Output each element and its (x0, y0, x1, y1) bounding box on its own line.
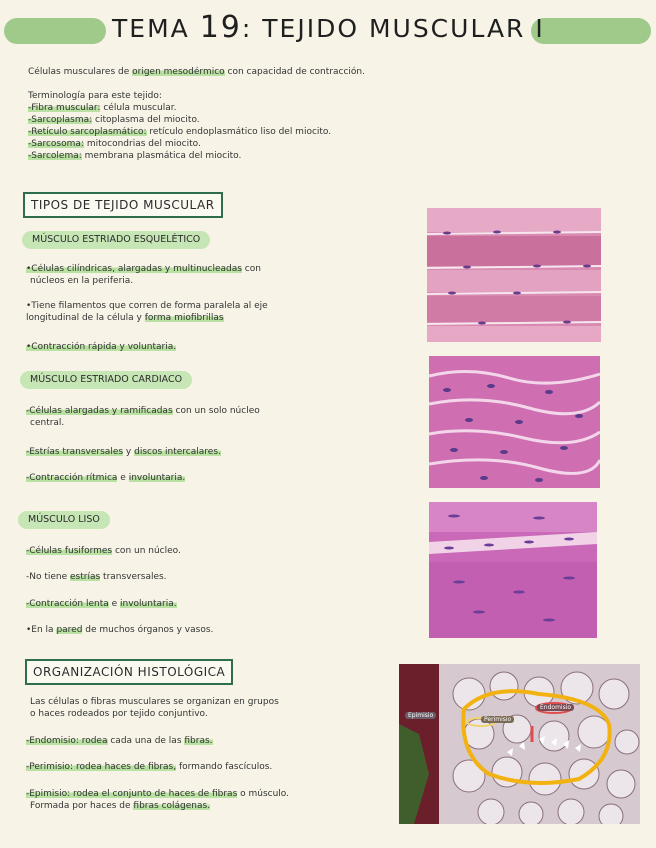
title-prefix: TEMA (112, 14, 190, 43)
epimisio-bullet-cont: Formada por haces de fibras colágenas. (30, 801, 211, 811)
title-number: 19 (199, 10, 242, 45)
perimisio-bullet: -Perimisio: rodea haces de fibras, formando fascículos. (26, 762, 273, 772)
term-reticulo: -Retículo sarcoplasmático: retículo endoplasmático liso del miocito. (28, 127, 332, 137)
cardiac-muscle-image (429, 356, 600, 488)
skeletal-muscle-image (427, 208, 601, 342)
liso-bullet-3: -Contracción lenta e involuntaria. (26, 599, 177, 609)
title-suffix: : TEJIDO MUSCULAR I (241, 14, 545, 43)
esqueletico-bullet-2-cont: longitudinal de la célula y forma miofibrillas (26, 313, 224, 323)
term-fibra: -Fibra muscular: célula muscular. (28, 103, 177, 113)
page-title (112, 8, 545, 48)
liso-title: MÚSCULO LISO (18, 511, 110, 529)
endomisio-bullet: -Endomisio: rodea cada una de las fibras. (26, 736, 213, 746)
liso-bullet-2: -No tiene estrías transversales. (26, 572, 167, 582)
liso-bullet-4: •En la pared de muchos órganos y vasos. (26, 625, 214, 635)
cardiaco-bullet-1-cont: central. (30, 418, 65, 428)
epimisio-bullet: -Epimisio: rodea el conjunto de haces de fibras o músculo. (26, 789, 290, 799)
terminology-title: Terminología para este tejido: (28, 91, 162, 101)
cardiaco-bullet-1: -Células alargadas y ramificadas con un solo núcleo (26, 406, 260, 416)
histology-organization-image (399, 664, 640, 824)
endomisio-label: Endomisio (537, 704, 574, 711)
cardiaco-bullet-2: -Estrías transversales y discos intercalares. (26, 447, 221, 457)
smooth-muscle-image (429, 502, 597, 638)
organizacion-paragraph-line-1: Las células o fibras musculares se organizan en grupos (30, 697, 279, 707)
epimisio-label: Epimisio (405, 712, 436, 719)
term-sarcosoma: -Sarcosoma: mitocondrias del miocito. (28, 139, 201, 149)
esqueletico-bullet-2: •Tiene filamentos que corren de forma paralela al eje (26, 301, 268, 311)
term-sarcoplasma: -Sarcoplasma: citoplasma del miocito. (28, 115, 200, 125)
tipos-heading: TIPOS DE TEJIDO MUSCULAR (23, 192, 223, 218)
cardiaco-bullet-3: -Contracción rítmica e involuntaria. (26, 473, 186, 483)
perimisio-label: Perimisio (481, 716, 514, 723)
term-sarcolema: -Sarcolema: membrana plasmática del miocito. (28, 151, 242, 161)
organizacion-paragraph-line-2: o haces rodeados por tejido conjuntivo. (30, 709, 208, 719)
esqueletico-title: MÚSCULO ESTRIADO ESQUELÉTICO (22, 231, 210, 249)
intro-line: Células musculares de origen mesodérmico con capacidad de contracción. (28, 67, 365, 77)
header-right-decoration (531, 18, 651, 44)
organizacion-heading: ORGANIZACIÓN HISTOLÓGICA (25, 659, 233, 685)
liso-bullet-1: -Células fusiformes con un núcleo. (26, 546, 181, 556)
header-left-decoration (4, 18, 106, 44)
esqueletico-bullet-3: •Contracción rápida y voluntaria. (26, 342, 177, 352)
cardiaco-title: MÚSCULO ESTRIADO CARDIACO (20, 371, 192, 389)
esqueletico-bullet-1-cont: núcleos en la periferia. (30, 276, 134, 286)
esqueletico-bullet-1: •Células cilíndricas, alargadas y multinucleadas con (26, 264, 261, 274)
